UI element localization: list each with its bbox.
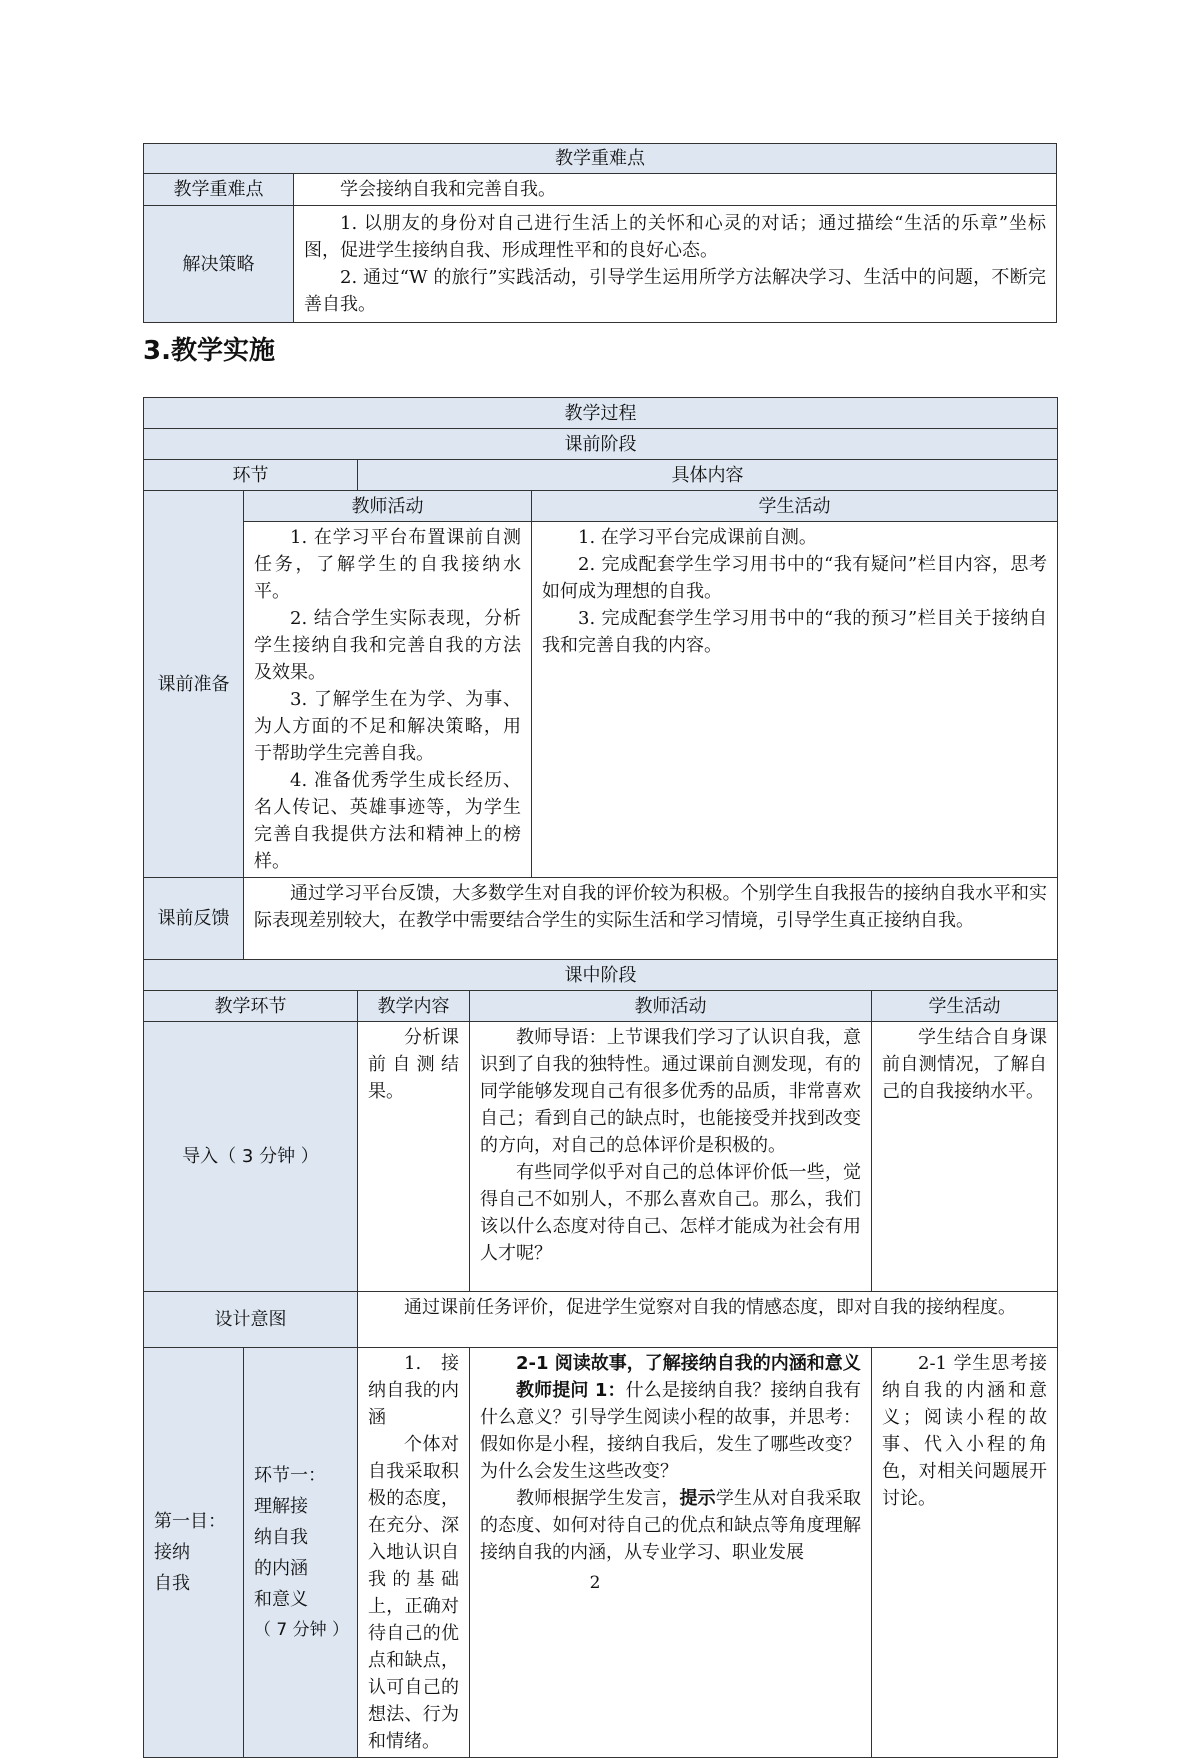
link1-teacher-p3-c: 学生从对自我采取的态度、如何对待自己的优点和缺点等角度理解接纳自我的内涵，从专业学习、职业发展 <box>480 1488 862 1563</box>
unit1-label-2: 接纳 <box>154 1542 190 1563</box>
link1-content-text: 个体对自我采取积极的态度，在充分、深入地认识自我的基础上，正确对待自己的优点和缺点，认可自己的想法、行为和情绪。 <box>368 1434 459 1752</box>
intro-content: 分析课前自测结果。 <box>368 1027 459 1102</box>
col-teacher-in: 教师活动 <box>470 991 872 1022</box>
link1-label-4: 的内涵 <box>254 1557 308 1579</box>
prep-student-1: 1. 在学习平台完成课前自测。 <box>578 527 817 548</box>
link1-teacher-title: 2-1 阅读故事，了解接纳自我的内涵和意义 <box>516 1353 861 1374</box>
prep-label: 课前准备 <box>144 491 244 878</box>
intro-label: 导入（ 3 分钟 ） <box>144 1022 358 1292</box>
col-link: 教学环节 <box>144 991 358 1022</box>
prep-teacher-1: 1. 在学习平台布置课前自测任务，了解学生的自我接纳水平。 <box>254 527 521 602</box>
strategy-item-1: 1. 以朋友的身份对自己进行生活上的关怀和心灵的对话；通过描绘“生活的乐章”坐标图，促进学生接纳自我、形成理性平和的良好心态。 <box>304 213 1046 261</box>
key-points-table <box>143 143 1057 323</box>
design-label: 设计意图 <box>144 1292 358 1348</box>
link1-student: 2-1 学生思考接纳自我的内涵和意义；阅读小程的故事、代入小程的角色，对相关问题展开讨论。 <box>882 1353 1047 1509</box>
design-text: 通过课前任务评价，促进学生觉察对自我的情感态度，即对自我的接纳程度。 <box>404 1297 1016 1318</box>
unit1-label-1: 第一目： <box>154 1511 226 1532</box>
prep-teacher-2: 2. 结合学生实际表现，分析学生接纳自我和完善自我的方法及效果。 <box>254 608 521 683</box>
link1-label-6: （ 7 分钟 ） <box>254 1619 350 1640</box>
intro-student: 学生结合自身课前自测情况，了解自己的自我接纳水平。 <box>882 1027 1047 1102</box>
col-stage: 环节 <box>144 460 358 491</box>
prep-student-2: 2. 完成配套学生学习用书中的“我有疑问”栏目内容，思考如何成为理想的自我。 <box>542 554 1047 602</box>
link1-label-5: 和意义 <box>254 1588 308 1610</box>
col-teacher: 教师活动 <box>244 491 532 522</box>
in-stage-header: 课中阶段 <box>144 960 1058 991</box>
prep-student-3: 3. 完成配套学生学习用书中的“我的预习”栏目关于接纳自我和完善自我的内容。 <box>542 608 1047 656</box>
key-points-header: 教学重难点 <box>144 144 1057 174</box>
strategy-label: 解决策略 <box>144 206 294 323</box>
link1-label-2: 理解接 <box>254 1495 308 1517</box>
link1-teacher-q-lead: 教师提问 1： <box>516 1380 626 1401</box>
link1-label-3: 纳自我 <box>254 1526 308 1548</box>
teaching-process-table <box>143 397 1058 1758</box>
intro-teacher-2: 有些同学似乎对自己的总体评价低一些，觉得自己不如别人，不那么喜欢自己。那么，我们该以什么态度对待自己、怎样才能成为社会有用人才呢？ <box>480 1162 861 1264</box>
process-header: 教学过程 <box>144 398 1058 429</box>
link1-teacher-p3-b: 提示 <box>679 1488 716 1509</box>
key-points-text: 学会接纳自我和完善自我。 <box>340 179 556 200</box>
col-student-in: 学生活动 <box>872 991 1058 1022</box>
feedback-label: 课前反馈 <box>144 878 244 960</box>
page-number: 2 <box>589 1573 601 1593</box>
strategy-item-2: 2. 通过“W 的旅行”实践活动，引导学生运用所学方法解决学习、生活中的问题，不断完善自我。 <box>304 267 1046 315</box>
unit1-label-3: 自我 <box>154 1573 190 1594</box>
key-points-label: 教学重难点 <box>144 174 294 206</box>
link1-teacher-p3-a: 教师根据学生发言， <box>516 1488 680 1509</box>
intro-teacher-1: 教师导语：上节课我们学习了认识自我，意识到了自我的独特性。通过课前自测发现，有的同学能够发现自己有很多优秀的品质，非常喜欢自己；看到自己的缺点时，也能接受并找到改变的方向，对自己的总体评价是积极的。 <box>480 1027 861 1156</box>
link1-teacher-q: 什么是接纳自我？接纳自我有什么意义？引导学生阅读小程的故事，并思考：假如你是小程，接纳自我后，发生了哪些改变？为什么会发生这些改变？ <box>480 1380 861 1482</box>
section-heading: 3.教学实施 <box>143 336 275 366</box>
col-student: 学生活动 <box>532 491 1058 522</box>
pre-stage-header: 课前阶段 <box>144 429 1058 460</box>
link1-label-1: 环节一： <box>254 1464 326 1486</box>
link1-content-title: 1. 接纳自我的内涵 <box>368 1353 459 1428</box>
prep-teacher-4: 4. 准备优秀学生成长经历、名人传记、英雄事迹等，为学生完善自我提供方法和精神上的榜样。 <box>254 770 521 872</box>
col-content: 具体内容 <box>358 460 1058 491</box>
prep-teacher-3: 3. 了解学生在为学、为事、为人方面的不足和解决策略，用于帮助学生完善自我。 <box>254 689 521 764</box>
col-teach-content: 教学内容 <box>358 991 470 1022</box>
feedback-text: 通过学习平台反馈，大多数学生对自我的评价较为积极。个别学生自我报告的接纳自我水平和实际表现差别较大，在教学中需要结合学生的实际生活和学习情境，引导学生真正接纳自我。 <box>254 883 1047 931</box>
